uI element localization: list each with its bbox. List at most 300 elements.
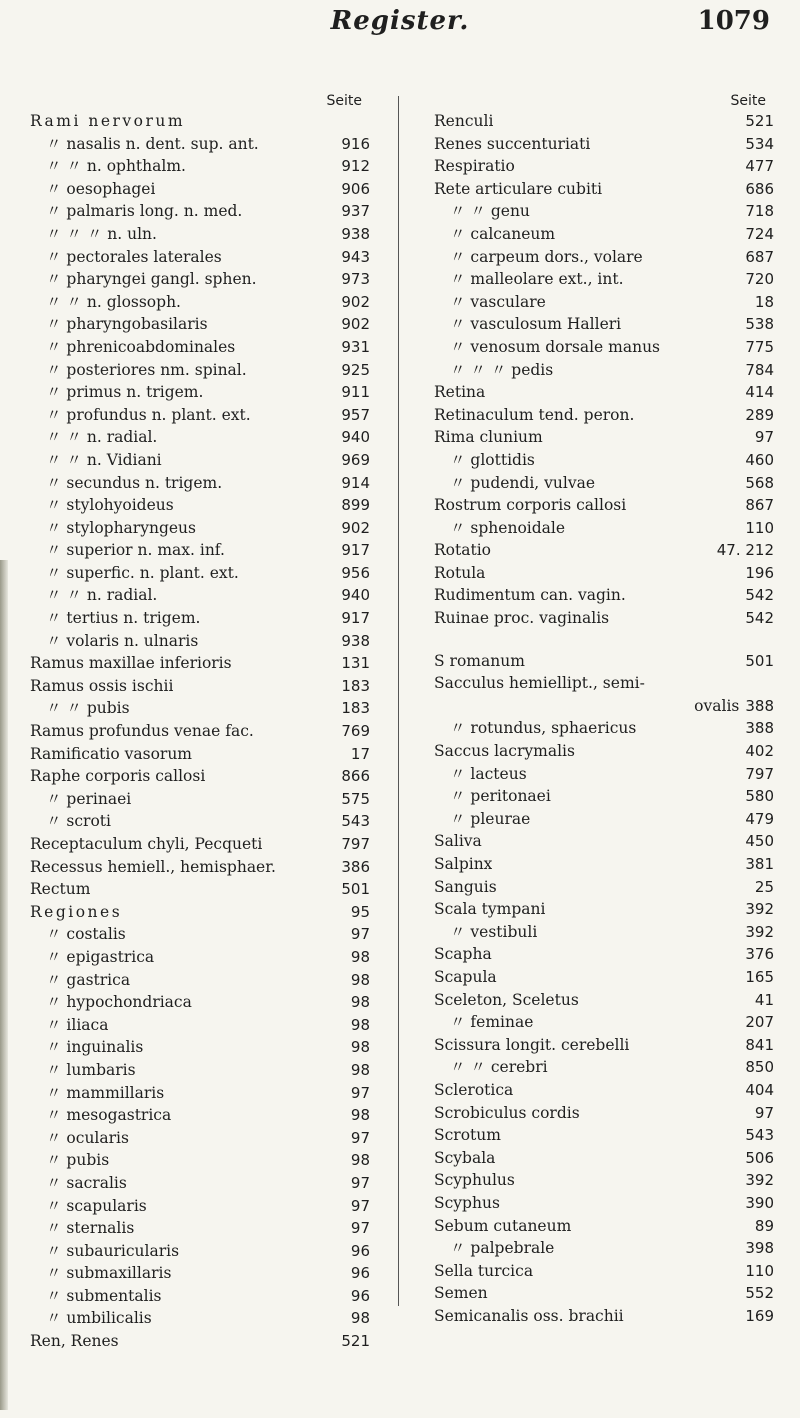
index-entry	[434, 404, 774, 427]
index-entry	[434, 830, 774, 853]
entry-term: 〃 perinaei	[46, 789, 132, 808]
entry-term: 〃 pleurae	[450, 809, 531, 828]
entry-page: 388	[745, 696, 774, 715]
entry-term: Scrotum	[434, 1126, 501, 1145]
index-entry	[434, 517, 774, 540]
index-entry	[30, 969, 370, 992]
entry-page: 450	[745, 832, 774, 851]
index-entry	[30, 1217, 370, 1240]
entry-page: 538	[745, 315, 774, 334]
entry-page: 925	[341, 360, 370, 379]
entry-page: 914	[341, 473, 370, 492]
entry-term: 〃 pharyngobasilaris	[46, 315, 208, 334]
entry-term: Respiratio	[434, 157, 515, 176]
entry-term: 〃 lacteus	[450, 764, 527, 783]
index-entry	[434, 966, 774, 989]
entry-page: 937	[341, 202, 370, 221]
entry-term: Rotatio	[434, 541, 491, 560]
index-entry	[434, 763, 774, 786]
entry-page: 542	[745, 609, 774, 628]
entry-page: 938	[341, 631, 370, 650]
entry-page: 98	[350, 1015, 370, 1034]
entry-term: 〃 rotundus, sphaericus	[450, 719, 637, 738]
entry-page: 969	[341, 450, 370, 469]
index-entry	[434, 1147, 774, 1170]
entry-page: 460	[745, 450, 774, 469]
running-title: Register.	[330, 6, 470, 36]
entry-term: Ruinae proc. vaginalis	[434, 609, 610, 628]
entry-page: 47. 212	[716, 541, 774, 560]
index-entry	[434, 1034, 774, 1057]
entry-term: Ren, Renes	[30, 1332, 119, 1351]
entry-term: Receptaculum chyli, Pecqueti	[30, 835, 263, 853]
entry-term: Semen	[434, 1284, 488, 1303]
index-entry	[30, 833, 370, 856]
entry-term: Rete articulare cubiti	[434, 179, 603, 198]
entry-page: 414	[745, 383, 774, 402]
index-entry	[30, 765, 370, 788]
entry-page: 97	[350, 1196, 370, 1215]
entry-page: 931	[341, 337, 370, 356]
seite-label: Seite	[326, 93, 362, 109]
entry-term: Sanguis	[434, 877, 497, 896]
entry-term: 〃 scroti	[46, 812, 111, 831]
entry-term: Recessus hemiell., hemisphaer.	[30, 857, 276, 876]
entry-page: 390	[745, 1193, 774, 1212]
entry-page: 940	[341, 428, 370, 447]
index-entry	[30, 607, 370, 630]
entry-term: 〃 tertius n. trigem.	[46, 609, 201, 628]
index-entry	[30, 246, 370, 269]
entry-term: Scyphulus	[434, 1171, 515, 1190]
entry-term: 〃 superfic. n. plant. ext.	[46, 563, 239, 582]
index-entry	[30, 697, 370, 720]
page-header	[0, 0, 800, 60]
index-entry	[30, 359, 370, 382]
entry-page: 542	[745, 586, 774, 605]
entry-page: 543	[341, 812, 370, 831]
page-number: 1079	[697, 6, 770, 36]
index-list-left	[30, 110, 370, 1353]
index-entry	[434, 110, 774, 133]
entry-term: 〃 malleolare ext., int.	[450, 270, 624, 289]
entry-term: Retinaculum tend. peron.	[434, 405, 635, 424]
entry-term: ovalis	[694, 696, 740, 715]
entry-page: 41	[754, 990, 774, 1009]
entry-term: Sella turcica	[434, 1261, 534, 1280]
index-entry	[30, 404, 370, 427]
index-entry	[30, 494, 370, 517]
index-entry	[30, 110, 370, 133]
index-entry	[434, 943, 774, 966]
index-entry	[434, 336, 774, 359]
index-entry	[434, 133, 774, 156]
entry-term: Renculi	[434, 112, 494, 130]
entry-term: 〃 profundus n. plant. ext.	[46, 405, 251, 424]
index-entry	[30, 1307, 370, 1330]
entry-term: 〃 secundus n. trigem.	[46, 473, 223, 492]
entry-page: 98	[350, 970, 370, 989]
entry-term: Retina	[434, 383, 486, 402]
entry-term: 〃 superior n. max. inf.	[46, 541, 225, 560]
index-entry	[30, 1330, 370, 1353]
entry-term: Saccus lacrymalis	[434, 742, 575, 761]
entry-term: Scissura longit. cerebelli	[434, 1035, 630, 1054]
entry-term: 〃 〃 n. ophthalm.	[46, 157, 186, 176]
entry-page: 938	[341, 224, 370, 243]
index-entry	[30, 878, 370, 901]
entry-term: Rectum	[30, 880, 91, 899]
index-entry	[30, 449, 370, 472]
entry-page: 98	[350, 947, 370, 966]
index-entry	[30, 1059, 370, 1082]
entry-page: 534	[745, 134, 774, 153]
entry-page: 543	[745, 1126, 774, 1145]
entry-term: Scrobiculus cordis	[434, 1103, 580, 1122]
entry-page: 568	[745, 473, 774, 492]
entry-page: 911	[341, 383, 370, 402]
entry-page: 724	[745, 224, 774, 243]
index-entry	[434, 1011, 774, 1034]
entry-page: 97	[350, 1128, 370, 1147]
entry-page: 912	[341, 157, 370, 176]
entry-page: 289	[745, 405, 774, 424]
index-entry	[434, 853, 774, 876]
entry-term: Salpinx	[434, 855, 493, 873]
index-entry	[434, 200, 774, 223]
entry-page: 916	[341, 134, 370, 153]
entry-term: 〃 epigastrica	[46, 947, 155, 966]
entry-term: 〃 vasculare	[450, 292, 546, 311]
index-entry	[434, 695, 774, 718]
entry-page: 477	[745, 157, 774, 176]
page-edge-shadow	[0, 560, 8, 1410]
entry-term: Semicanalis oss. brachii	[434, 1306, 624, 1325]
entry-page: 110	[745, 1261, 774, 1280]
left-column	[30, 92, 370, 1353]
entry-page: 552	[745, 1284, 774, 1303]
entry-page: 902	[341, 518, 370, 537]
index-entry	[30, 1082, 370, 1105]
index-entry	[30, 1149, 370, 1172]
entry-page: 110	[745, 518, 774, 537]
index-entry	[30, 675, 370, 698]
index-entry	[434, 381, 774, 404]
index-entry	[30, 1172, 370, 1195]
entry-page: 98	[350, 1106, 370, 1125]
entry-term: Scyphus	[434, 1193, 500, 1212]
index-entry	[30, 1195, 370, 1218]
index-entry	[30, 991, 370, 1014]
entry-term: Ramificatio vasorum	[30, 744, 193, 763]
index-entry	[434, 246, 774, 269]
index-entry	[30, 652, 370, 675]
entry-term: 〃 sacralis	[46, 1173, 127, 1192]
entry-page: 95	[350, 902, 370, 921]
section-gap	[434, 630, 774, 650]
index-entry	[434, 1237, 774, 1260]
index-entry	[434, 1260, 774, 1283]
entry-term: 〃 stylohyoideus	[46, 496, 174, 515]
entry-term: 〃 umbilicalis	[46, 1309, 152, 1328]
index-entry	[30, 1285, 370, 1308]
entry-term: 〃 scapularis	[46, 1196, 147, 1215]
entry-page: 501	[745, 651, 774, 670]
index-entry	[30, 720, 370, 743]
index-entry	[30, 223, 370, 246]
index-entry	[434, 562, 774, 585]
entry-page: 575	[341, 789, 370, 808]
entry-term: 〃 palmaris long. n. med.	[46, 202, 243, 221]
entry-page: 392	[745, 1171, 774, 1190]
index-entry	[434, 740, 774, 763]
entry-term: Sceleton, Sceletus	[434, 990, 579, 1009]
entry-term: Rami nervorum	[30, 112, 186, 130]
index-entry	[30, 336, 370, 359]
index-entry	[434, 472, 774, 495]
entry-term: 〃 ocularis	[46, 1128, 129, 1147]
entry-page: 98	[350, 1309, 370, 1328]
entry-page: 917	[341, 609, 370, 628]
entry-page: 850	[745, 1058, 774, 1077]
entry-page: 902	[341, 315, 370, 334]
entry-page: 957	[341, 405, 370, 424]
index-entry	[30, 946, 370, 969]
entry-page: 580	[745, 787, 774, 806]
entry-term: 〃 stylopharyngeus	[46, 518, 196, 537]
entry-term: 〃 peritonaei	[450, 787, 551, 806]
entry-page: 404	[745, 1080, 774, 1099]
entry-page: 381	[745, 855, 774, 873]
entry-term: 〃 nasalis n. dent. sup. ant.	[46, 134, 259, 153]
entry-page: 98	[350, 1038, 370, 1057]
entry-page: 797	[341, 835, 370, 853]
entry-page: 867	[745, 496, 774, 515]
index-entry	[30, 1104, 370, 1127]
index-entry	[30, 178, 370, 201]
index-entry	[30, 1036, 370, 1059]
entry-page: 386	[341, 857, 370, 876]
index-entry	[30, 562, 370, 585]
entry-term: Scapula	[434, 967, 497, 986]
entry-page: 398	[745, 1239, 774, 1258]
entry-page: 392	[745, 922, 774, 941]
entry-term: 〃 lumbaris	[46, 1060, 136, 1079]
index-entry	[30, 856, 370, 879]
entry-term: 〃 sternalis	[46, 1219, 135, 1238]
entry-term: 〃 inguinalis	[46, 1038, 144, 1057]
index-entry	[30, 313, 370, 336]
index-entry	[434, 1169, 774, 1192]
entry-page: 943	[341, 247, 370, 266]
index-entry	[30, 1127, 370, 1150]
entry-page: 718	[745, 202, 774, 221]
index-entry	[30, 517, 370, 540]
entry-page: 797	[745, 764, 774, 783]
entry-page: 96	[350, 1241, 370, 1260]
entry-term: 〃 pubis	[46, 1151, 110, 1170]
index-entry	[434, 898, 774, 921]
entry-term: 〃 primus n. trigem.	[46, 383, 204, 402]
index-entry	[434, 178, 774, 201]
entry-term: Rotula	[434, 563, 486, 582]
entry-term: Scapha	[434, 945, 492, 964]
index-entry	[30, 584, 370, 607]
index-entry	[434, 1282, 774, 1305]
index-entry	[434, 359, 774, 382]
entry-term: Scybala	[434, 1148, 496, 1167]
entry-term: 〃 〃 cerebri	[450, 1058, 548, 1077]
index-entry	[434, 650, 774, 673]
index-entry	[434, 1056, 774, 1079]
entry-term: 〃 submentalis	[46, 1286, 162, 1305]
entry-term: 〃 pudendi, vulvae	[450, 473, 596, 492]
entry-term: 〃 submaxillaris	[46, 1264, 172, 1283]
entry-page: 479	[745, 809, 774, 828]
index-list-right	[434, 110, 774, 1327]
index-entry	[434, 155, 774, 178]
index-entry	[434, 876, 774, 899]
entry-term: Scala tympani	[434, 900, 546, 919]
entry-page: 769	[341, 722, 370, 741]
entry-page: 98	[350, 1060, 370, 1079]
entry-term: 〃 〃 n. Vidiani	[46, 450, 162, 469]
entry-term: 〃 oesophagei	[46, 179, 156, 198]
entry-page: 97	[350, 1219, 370, 1238]
entry-page: 940	[341, 586, 370, 605]
entry-page: 501	[341, 880, 370, 899]
index-entry	[30, 155, 370, 178]
entry-term: 〃 hypochondriaca	[46, 993, 192, 1012]
index-entry	[30, 472, 370, 495]
entry-page: 506	[745, 1148, 774, 1167]
entry-term: 〃 〃 genu	[450, 202, 530, 221]
entry-page: 18	[754, 292, 774, 311]
entry-term: 〃 pharyngei gangl. sphen.	[46, 270, 257, 289]
index-entry	[30, 901, 370, 924]
entry-page: 521	[341, 1332, 370, 1351]
entry-page: 96	[350, 1286, 370, 1305]
entry-page: 917	[341, 541, 370, 560]
index-entry	[30, 200, 370, 223]
index-entry	[434, 607, 774, 630]
entry-page: 97	[350, 1083, 370, 1102]
index-entry	[434, 223, 774, 246]
index-entry	[30, 743, 370, 766]
index-entry	[30, 133, 370, 156]
entry-term: 〃 phrenicoabdominales	[46, 337, 236, 356]
entry-term: 〃 venosum dorsale manus	[450, 337, 661, 356]
index-entry	[434, 494, 774, 517]
entry-term: 〃 costalis	[46, 925, 126, 944]
entry-page: 866	[341, 767, 370, 786]
index-entry	[434, 313, 774, 336]
entry-page: 196	[745, 563, 774, 582]
index-entry	[434, 1079, 774, 1102]
entry-term: Sclerotica	[434, 1080, 514, 1099]
entry-term: Raphe corporis callosi	[30, 767, 206, 786]
seite-label: Seite	[730, 93, 766, 109]
entry-page: 207	[745, 1013, 774, 1032]
entry-term: 〃 volaris n. ulnaris	[46, 631, 199, 650]
index-entry	[434, 1102, 774, 1125]
entry-term: 〃 posteriores nm. spinal.	[46, 360, 247, 379]
entry-term: 〃 〃 〃 pedis	[450, 360, 554, 379]
entry-page: 902	[341, 292, 370, 311]
index-entry	[434, 539, 774, 562]
index-entry	[30, 291, 370, 314]
entry-term: Ramus ossis ischii	[30, 676, 174, 695]
entry-page: 720	[745, 270, 774, 289]
index-entry	[434, 672, 774, 695]
index-entry	[434, 1192, 774, 1215]
index-entry	[434, 449, 774, 472]
column-divider	[398, 96, 399, 1306]
entry-term: 〃 glottidis	[450, 450, 535, 469]
entry-term: 〃 gastrica	[46, 970, 131, 989]
entry-term: Rudimentum can. vagin.	[434, 586, 626, 605]
entry-page: 97	[350, 1173, 370, 1192]
entry-page: 687	[745, 247, 774, 266]
entry-term: Saliva	[434, 832, 482, 851]
index-entry	[434, 268, 774, 291]
entry-page: 169	[745, 1306, 774, 1325]
entry-page: 98	[350, 993, 370, 1012]
index-entry	[434, 1215, 774, 1238]
entry-term: Sebum cutaneum	[434, 1216, 572, 1235]
entry-page: 98	[350, 1151, 370, 1170]
entry-term: 〃 vestibuli	[450, 922, 538, 941]
entry-page: 521	[745, 112, 774, 130]
entry-term: 〃 sphenoidale	[450, 518, 566, 537]
entry-page: 841	[745, 1035, 774, 1054]
entry-page: 906	[341, 179, 370, 198]
entry-page: 784	[745, 360, 774, 379]
entry-page: 17	[350, 744, 370, 763]
index-entry	[30, 630, 370, 653]
entry-page: 97	[350, 925, 370, 944]
entry-term: 〃 subauricularis	[46, 1241, 180, 1260]
entry-page: 89	[754, 1216, 774, 1235]
index-entry	[30, 381, 370, 404]
index-entry	[30, 539, 370, 562]
entry-page: 899	[341, 496, 370, 515]
index-entry	[30, 1240, 370, 1263]
index-entry	[30, 923, 370, 946]
entry-page: 25	[754, 877, 774, 896]
entry-page: 402	[745, 742, 774, 761]
index-entry	[434, 426, 774, 449]
entry-term: S romanum	[434, 651, 525, 670]
index-entry	[434, 717, 774, 740]
entry-term: 〃 〃 pubis	[46, 699, 130, 718]
entry-term: Renes succenturiati	[434, 134, 591, 153]
index-entry	[30, 426, 370, 449]
index-entry	[30, 788, 370, 811]
entry-page: 973	[341, 270, 370, 289]
entry-page: 183	[341, 699, 370, 718]
entry-term: 〃 〃 n. glossoph.	[46, 292, 181, 311]
entry-term: 〃 pectorales laterales	[46, 247, 222, 266]
right-column	[434, 92, 774, 1327]
entry-term: 〃 〃 n. radial.	[46, 428, 158, 447]
index-entry	[434, 584, 774, 607]
entry-page: 183	[341, 676, 370, 695]
index-entry	[30, 268, 370, 291]
entry-term: 〃 calcaneum	[450, 224, 556, 243]
entry-page: 97	[754, 1103, 774, 1122]
entry-page: 392	[745, 900, 774, 919]
